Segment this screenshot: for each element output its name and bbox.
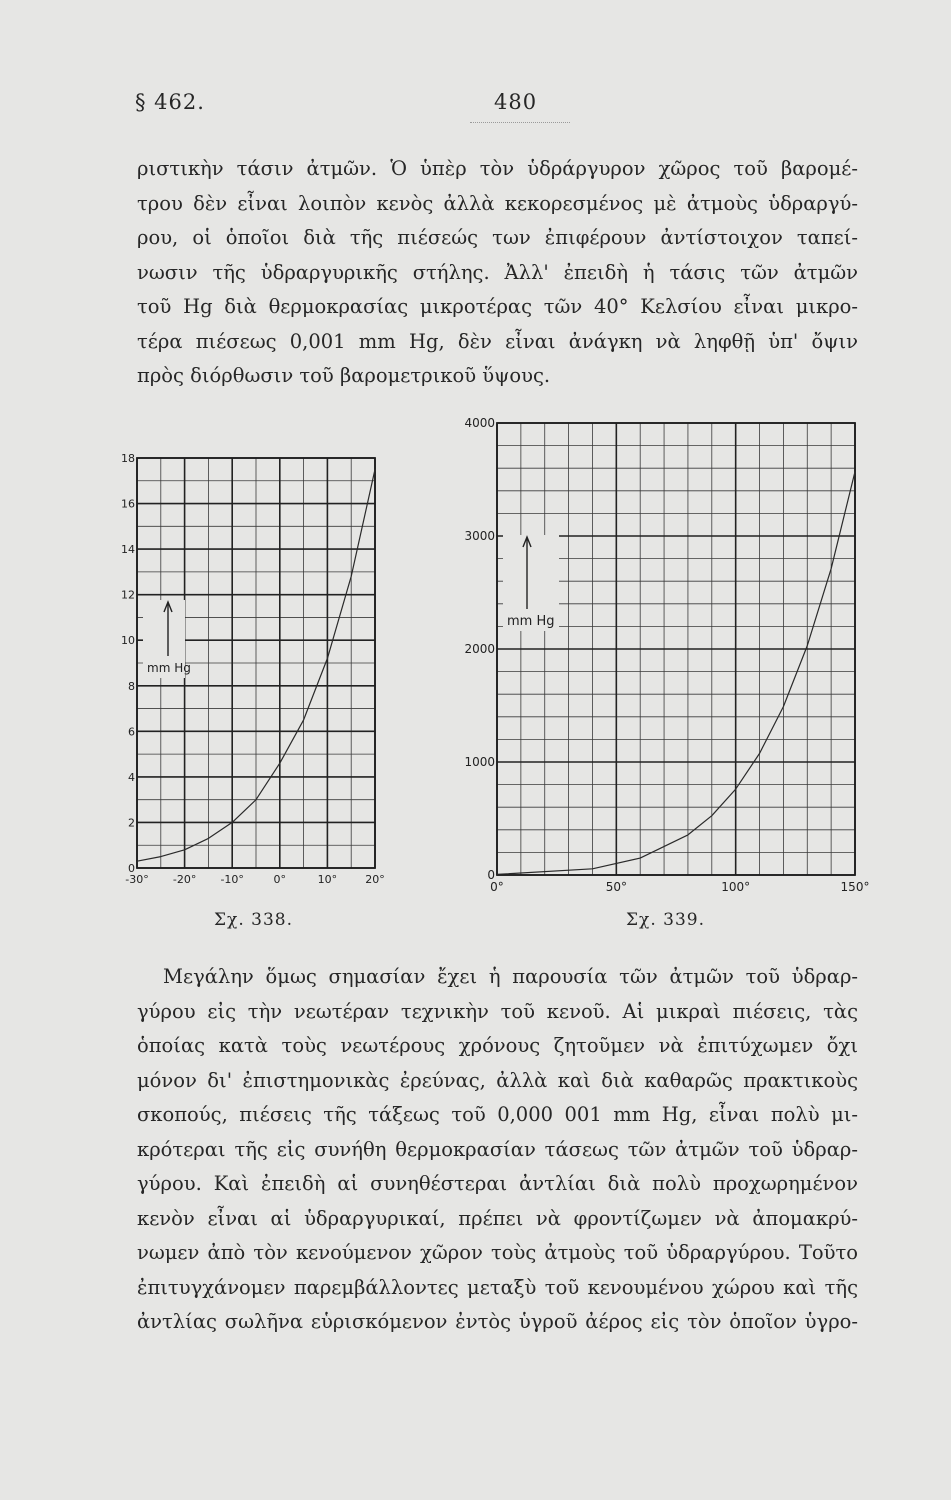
text-line: γύρου. Καὶ ἐπειδὴ αἱ συνηθέστεραι ἀντλίαι διὰ πολὺ προχωρημένον xyxy=(137,1172,858,1195)
paragraph-2 xyxy=(137,960,858,1340)
text-line: ἐπιτυγχάνομεν παρεμβάλλοντες μεταξὺ τοῦ κενουμένου χώρου καὶ τῆς xyxy=(137,1275,858,1299)
figure-339-caption: Σχ. 339. xyxy=(626,910,705,930)
x-tick-label: 10° xyxy=(317,873,338,886)
figure-339-chart xyxy=(455,405,885,910)
y-tick-label: 1000 xyxy=(464,755,495,769)
y-tick-label: 3000 xyxy=(464,529,495,543)
text-line: νωσιν τῆς ὑδραργυρικῆς στήλης. Ἀλλ' ἐπειδὴ ἡ τάσις τῶν ἀτμῶν xyxy=(137,260,858,284)
text-line: ἀντλίας σωλῆνα εὑρισκόμενον ἐντὸς ὑγροῦ ἀέρος εἰς τὸν ὁποῖον ὑγρο- xyxy=(137,1310,858,1333)
page-number: 480 xyxy=(494,90,538,114)
text-line: ὁποίας κατὰ τοὺς νεωτέρους χρόνους ζητοῦμεν νὰ ἐπιτύχωμεν ὄχι xyxy=(137,1034,858,1057)
y-tick-label: 2 xyxy=(128,816,135,830)
x-tick-label: 20° xyxy=(365,873,385,886)
y-tick-label: 10 xyxy=(121,634,135,648)
unit-label: mm Hg xyxy=(147,661,191,675)
text-line: τρου δὲν εἶναι λοιπὸν κενὸς ἀλλὰ κεκορεσμένος μὲ ἀτμοὺς ὑδραργύ- xyxy=(137,191,858,215)
text-line: μόνον δι' ἐπιστημονικὰς ἐρεύνας, ἀλλὰ καὶ διὰ καθαρῶς πρακτικοὺς xyxy=(137,1068,858,1092)
text-line: κρότεραι τῆς εἰς συνήθη θερμοκρασίαν τάσεως τῶν ἀτμῶν τοῦ ὑδραρ- xyxy=(137,1137,858,1161)
y-tick-label: 0 xyxy=(487,868,495,882)
x-tick-label: 100° xyxy=(721,880,751,894)
y-tick-label: 4000 xyxy=(464,416,495,430)
y-tick-label: 18 xyxy=(121,452,135,465)
figure-338-caption: Σχ. 338. xyxy=(214,910,293,930)
section-number: § 462. xyxy=(135,90,205,114)
data-curve xyxy=(497,472,855,875)
y-tick-label: 16 xyxy=(121,497,135,511)
x-tick-label: 50° xyxy=(605,880,627,894)
page-header xyxy=(0,90,951,120)
y-tick-label: 0 xyxy=(128,862,135,875)
text-line: πρὸς διόρθωσιν τοῦ βαρομετρικοῦ ὕψους. xyxy=(137,364,551,387)
text-line: νωμεν ἀπὸ τὸν κενούμενον χῶρον τοὺς ἀτμοὺς τοῦ ὑδραργύρου. Τοῦτο xyxy=(137,1241,858,1264)
x-tick-label: -20° xyxy=(172,873,197,886)
x-tick-label: 150° xyxy=(840,880,870,894)
x-tick-label: -10° xyxy=(220,873,244,886)
text-line: κενὸν εἶναι αἱ ὑδραργυρικαί, πρέπει νὰ φροντίζωμεν νὰ ἀπομακρύ- xyxy=(137,1206,858,1230)
text-line: ριστικὴν τάσιν ἀτμῶν. Ὁ ὑπὲρ τὸν ὑδράργυρον χῶρος τοῦ βαρομέ- xyxy=(137,157,858,180)
text-line: γύρου εἰς τὴν νεωτέραν τεχνικὴν τοῦ κενοῦ. Αἱ μικραὶ πιέσεις, τὰς xyxy=(137,999,858,1023)
text-line: σκοπούς, πιέσεις τῆς τάξεως τοῦ 0,000 001 mm Hg, εἶναι πολὺ μι- xyxy=(137,1103,858,1126)
text-line: τέρα πιέσεως 0,001 mm Hg, δὲν εἶναι ἀνάγκη νὰ ληφθῇ ὑπ' ὄψιν xyxy=(137,329,858,353)
unit-label: mm Hg xyxy=(507,614,555,629)
y-tick-label: 12 xyxy=(121,588,135,602)
x-tick-label: 0° xyxy=(273,873,287,886)
text-line: ρου, οἱ ὁποῖοι διὰ τῆς πιέσεώς των ἐπιφέρουν ἀντίστοιχον ταπεί- xyxy=(137,226,858,249)
paragraph-1 xyxy=(137,152,858,394)
header-rule xyxy=(470,122,570,123)
y-tick-label: 6 xyxy=(128,725,135,739)
x-tick-label: -30° xyxy=(125,873,149,886)
y-tick-label: 2000 xyxy=(464,642,495,656)
x-tick-label: 0° xyxy=(490,880,504,894)
figure-338-chart xyxy=(105,440,395,910)
y-tick-label: 14 xyxy=(121,543,135,557)
text-line: Μεγάλην ὅμως σημασίαν ἔχει ἡ παρουσία τῶν ἀτμῶν τοῦ ὑδραρ- xyxy=(163,965,858,988)
y-tick-label: 4 xyxy=(128,770,135,784)
y-tick-label: 8 xyxy=(128,679,135,693)
text-line: τοῦ Hg διὰ θερμοκρασίας μικροτέρας τῶν 40° Κελσίου εἶναι μικρο- xyxy=(137,295,858,318)
